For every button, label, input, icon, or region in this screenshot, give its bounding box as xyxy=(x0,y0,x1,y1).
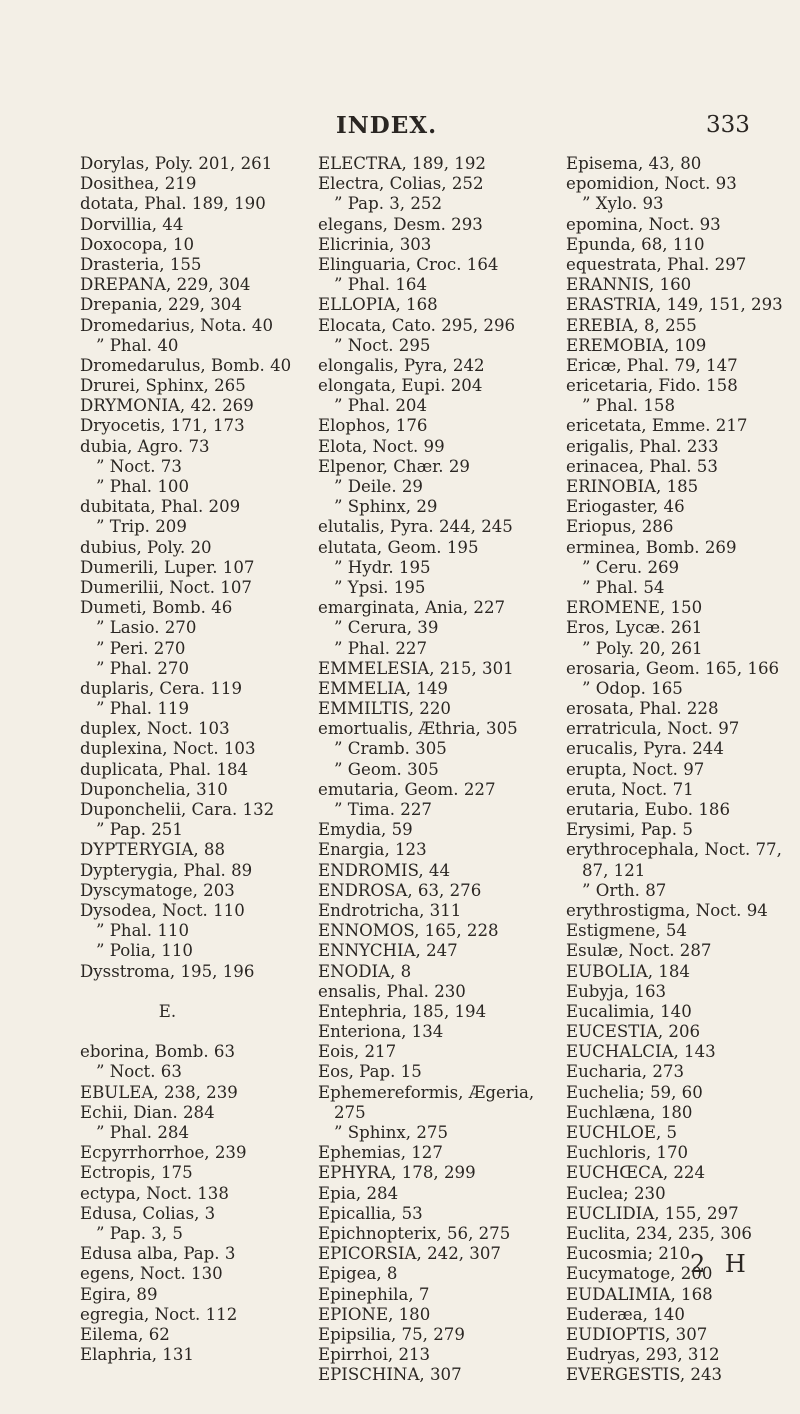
index-entry: Epia, 284 xyxy=(318,1183,399,1203)
index-entry: ” Ypsi. 195 xyxy=(334,577,426,597)
index-entry: ERINOBIA, 185 xyxy=(566,477,699,496)
index-entry: ectypa, Noct. 138 xyxy=(80,1183,229,1203)
index-entry: Dypterygia, Phal. 89 xyxy=(80,860,253,880)
index-entry: emortualis, Æthria, 305 xyxy=(318,719,518,739)
index-entry: Doxocopa, 10 xyxy=(80,234,195,254)
index-entry: duplexina, Noct. 103 xyxy=(80,739,256,759)
index-entry: ” Phal. 284 xyxy=(96,1123,190,1142)
index-column-3 xyxy=(566,154,798,1385)
index-entry: emutaria, Geom. 227 xyxy=(318,779,496,799)
index-entry: erigalis, Phal. 233 xyxy=(566,436,719,456)
index-entry: ERASTRIA, 149, 151, 293 xyxy=(566,295,783,315)
index-entry: ” Pap. 3, 252 xyxy=(334,194,443,214)
index-entry: EUCHALCIA, 143 xyxy=(566,1042,716,1062)
index-entry: Electra, Colias, 252 xyxy=(318,174,484,194)
index-entry: ELECTRA, 189, 192 xyxy=(318,154,486,173)
index-entry: erythrocephala, Noct. 77, xyxy=(566,840,782,860)
index-entry: epomidion, Noct. 93 xyxy=(566,174,737,194)
page-header xyxy=(0,112,800,144)
index-entry: ” Cramb. 305 xyxy=(334,739,447,759)
index-entry: Euchlæna, 180 xyxy=(566,1102,693,1122)
index-entry: Dyscymatoge, 203 xyxy=(80,880,235,900)
index-entry: 275 xyxy=(334,1102,366,1122)
index-entry: EUDIOPTIS, 307 xyxy=(566,1324,708,1344)
index-entry: Eucymatoge, 200 xyxy=(566,1264,713,1284)
index-entry: Elota, Noct. 99 xyxy=(318,436,445,456)
index-entry: Dumerilii, Noct. 107 xyxy=(80,577,252,597)
index-entry: dubius, Poly. 20 xyxy=(80,537,212,557)
index-entry: ” Phal. 204 xyxy=(334,396,428,416)
index-entry: erosaria, Geom. 165, 166 xyxy=(566,658,780,678)
index-entry: EBULEA, 238, 239 xyxy=(80,1082,238,1102)
index-entry: Elocata, Cato. 295, 296 xyxy=(318,315,516,335)
index-entry: ” Phal. 110 xyxy=(96,921,190,941)
index-entry: Ephemereformis, Ægeria, xyxy=(318,1082,535,1102)
index-entry: elegans, Desm. 293 xyxy=(318,214,483,234)
index-entry: erinacea, Phal. 53 xyxy=(566,456,718,476)
index-entry: Ephemias, 127 xyxy=(318,1143,443,1163)
index-entry: Echii, Dian. 284 xyxy=(80,1102,215,1122)
index-entry: ENNOMOS, 165, 228 xyxy=(318,921,499,941)
index-entry: erutaria, Eubo. 186 xyxy=(566,800,731,819)
index-entry: ” Geom. 305 xyxy=(334,759,439,779)
index-entry: EREBIA, 8, 255 xyxy=(566,315,697,335)
index-entry: erratricula, Noct. 97 xyxy=(566,719,740,739)
index-entry: ENDROMIS, 44 xyxy=(318,860,451,880)
index-entry: ” Phal. 270 xyxy=(96,658,190,678)
index-entry: EROMENE, 150 xyxy=(566,598,703,618)
index-entry: EPIONE, 180 xyxy=(318,1304,431,1324)
index-entry: EUCESTIA, 206 xyxy=(566,1022,701,1042)
index-entry: Eucharia, 273 xyxy=(566,1062,685,1082)
index-entry: Ericæ, Phal. 79, 147 xyxy=(566,355,738,375)
index-entry: EPHYRA, 178, 299 xyxy=(318,1163,476,1183)
index-entry: ERANNIS, 160 xyxy=(566,275,692,295)
index-entry: dubia, Agro. 73 xyxy=(80,436,210,456)
index-entry: Eois, 217 xyxy=(318,1042,397,1062)
index-entry: EUCLIDIA, 155, 297 xyxy=(566,1203,739,1223)
index-entry: ” Cerura, 39 xyxy=(334,618,439,638)
index-entry: Drurei, Sphinx, 265 xyxy=(80,376,246,396)
index-entry: Drasteria, 155 xyxy=(80,254,202,274)
index-entry: Elaphria, 131 xyxy=(80,1345,194,1365)
index-entry: ” Peri. 270 xyxy=(96,638,186,658)
index-entry: Dromedarius, Nota. 40 xyxy=(80,315,274,335)
index-entry: Edusa, Colias, 3 xyxy=(80,1203,216,1223)
index-column-2 xyxy=(318,154,550,1385)
index-entry: EMMELIA, 149 xyxy=(318,678,448,698)
index-entry: 87, 121 xyxy=(582,860,646,880)
index-entry: Eucosmia; 210 xyxy=(566,1244,691,1264)
index-entry: Esulæ, Noct. 287 xyxy=(566,941,712,961)
index-entry: erythrostigma, Noct. 94 xyxy=(566,900,768,920)
index-entry: ” Odop. 165 xyxy=(582,678,683,698)
index-entry: Ectropis, 175 xyxy=(80,1163,193,1183)
index-entry: dubitata, Phal. 209 xyxy=(80,497,241,517)
index-entry: DRYMONIA, 42. 269 xyxy=(80,396,254,416)
index-entry: ” Pap. 3, 5 xyxy=(96,1223,183,1243)
index-entry: ” Noct. 295 xyxy=(334,335,431,355)
spacer xyxy=(80,982,295,1002)
index-entry: Endrotricha, 311 xyxy=(318,900,462,920)
index-entry: ” Sphinx, 275 xyxy=(334,1123,449,1142)
index-entry: epomina, Noct. 93 xyxy=(566,214,721,234)
index-entry: Entephria, 185, 194 xyxy=(318,1001,487,1021)
index-entry: Eilema, 62 xyxy=(80,1324,170,1344)
index-entry: Epirrhoi, 213 xyxy=(318,1345,431,1365)
index-entry: ” Orth. 87 xyxy=(582,880,667,900)
index-entry: EUCHŒCA, 224 xyxy=(566,1163,706,1183)
index-entry: egens, Noct. 130 xyxy=(80,1264,223,1284)
index-entry: EREMOBIA, 109 xyxy=(566,335,707,355)
index-entry: Dryocetis, 171, 173 xyxy=(80,416,245,436)
index-entry: EMMELESIA, 215, 301 xyxy=(318,658,514,678)
index-entry: Dorvillia, 44 xyxy=(80,214,184,234)
index-entry: DREPANA, 229, 304 xyxy=(80,275,251,295)
index-entry: ” Hydr. 195 xyxy=(334,557,431,577)
index-entry: Eubyja, 163 xyxy=(566,981,667,1001)
index-entry: EUCHLOE, 5 xyxy=(566,1123,678,1142)
index-entry: Eos, Pap. 15 xyxy=(318,1062,422,1082)
index-entry: Euchelia; 59, 60 xyxy=(566,1082,703,1102)
index-entry: Euclea; 230 xyxy=(566,1183,666,1203)
index-entry: ericetaria, Fido. 158 xyxy=(566,376,738,396)
index-entry: Euchloris, 170 xyxy=(566,1143,689,1163)
index-entry: duplicata, Phal. 184 xyxy=(80,759,249,779)
index-entry: EVERGESTIS, 243 xyxy=(566,1365,723,1385)
index-entry: ” Polia, 110 xyxy=(96,941,193,961)
index-entry: ensalis, Phal. 230 xyxy=(318,981,466,1001)
index-entry: duplaris, Cera. 119 xyxy=(80,678,242,698)
index-entry: duplex, Noct. 103 xyxy=(80,719,230,739)
index-entry: Euderæa, 140 xyxy=(566,1304,685,1324)
index-entry: ENODIA, 8 xyxy=(318,961,412,981)
index-entry: Elicrinia, 303 xyxy=(318,234,432,254)
index-entry: dotata, Phal. 189, 190 xyxy=(80,194,266,214)
index-entry: Emydia, 59 xyxy=(318,820,413,840)
index-entry: Duponchelia, 310 xyxy=(80,779,228,799)
index-entry: Dosithea, 219 xyxy=(80,174,197,194)
index-entry: ” Trip. 209 xyxy=(96,517,187,537)
index-entry: Elinguaria, Croc. 164 xyxy=(318,254,499,274)
index-entry: Dysodea, Noct. 110 xyxy=(80,900,245,920)
index-entry: EPICORSIA, 242, 307 xyxy=(318,1244,501,1264)
index-entry: elongata, Eupi. 204 xyxy=(318,376,483,396)
index-entry: erosata, Phal. 228 xyxy=(566,699,719,719)
index-entry: ” Pap. 251 xyxy=(96,820,183,840)
index-entry: Dumeti, Bomb. 46 xyxy=(80,598,233,618)
index-entry: Epicallia, 53 xyxy=(318,1203,423,1223)
index-entry: Epinephila, 7 xyxy=(318,1284,430,1304)
index-entry: EMMILTIS, 220 xyxy=(318,699,451,719)
index-entry: ” Phal. 100 xyxy=(96,477,190,496)
index-entry: ericetata, Emme. 217 xyxy=(566,416,748,436)
index-entry: EUBOLIA, 184 xyxy=(566,961,690,981)
index-entry: ” Phal. 227 xyxy=(334,638,428,658)
index-entry: Euclita, 234, 235, 306 xyxy=(566,1223,752,1243)
index-entry: Epichnopterix, 56, 275 xyxy=(318,1223,511,1243)
index-entry: ENNYCHIA, 247 xyxy=(318,941,458,961)
index-entry: Eudryas, 293, 312 xyxy=(566,1345,720,1365)
index-entry: elutata, Geom. 195 xyxy=(318,537,479,557)
index-entry: ” Tima. 227 xyxy=(334,800,432,819)
index-entry: Dumerili, Luper. 107 xyxy=(80,557,255,577)
page-number: 333 xyxy=(706,112,750,138)
index-entry: ELLOPIA, 168 xyxy=(318,295,438,315)
index-entry: Erysimi, Pap. 5 xyxy=(566,820,693,840)
index-entry: DYPTERYGIA, 88 xyxy=(80,840,226,860)
index-entry: Dromedarulus, Bomb. 40 xyxy=(80,355,292,375)
index-entry: Eucalimia, 140 xyxy=(566,1001,692,1021)
index-column-1 xyxy=(80,154,295,1365)
index-entry: Ecpyrrhorrhoe, 239 xyxy=(80,1143,247,1163)
index-entry: Drepania, 229, 304 xyxy=(80,295,242,315)
index-entry: ENDROSA, 63, 276 xyxy=(318,880,482,900)
index-entry: ” Ceru. 269 xyxy=(582,557,680,577)
index-entry: ” Phal. 119 xyxy=(96,699,190,719)
index-entry: Enteriona, 134 xyxy=(318,1022,444,1042)
index-entry: ” Xylo. 93 xyxy=(582,194,664,214)
index-entry: ” Sphinx, 29 xyxy=(334,497,438,517)
index-entry: emarginata, Ania, 227 xyxy=(318,598,506,618)
index-entry: EPISCHINA, 307 xyxy=(318,1365,462,1385)
index-entry: ” Phal. 164 xyxy=(334,275,428,295)
index-entry: Elpenor, Chær. 29 xyxy=(318,456,470,476)
running-title: INDEX. xyxy=(336,112,438,139)
index-entry: Dysstroma, 195, 196 xyxy=(80,961,255,981)
index-entry: ” Poly. 20, 261 xyxy=(582,638,703,658)
index-entry: ” Noct. 73 xyxy=(96,456,182,476)
index-entry: Epunda, 68, 110 xyxy=(566,234,705,254)
index-entry: Duponchelii, Cara. 132 xyxy=(80,800,275,819)
index-entry: elutalis, Pyra. 244, 245 xyxy=(318,517,513,537)
index-entry: ” Deile. 29 xyxy=(334,477,423,496)
index-entry: eborina, Bomb. 63 xyxy=(80,1042,236,1062)
index-entry: erminea, Bomb. 269 xyxy=(566,537,737,557)
index-entry: equestrata, Phal. 297 xyxy=(566,254,747,274)
index-entry: Epipsilia, 75, 279 xyxy=(318,1324,465,1344)
index-entry: Estigmene, 54 xyxy=(566,921,687,941)
index-entry: Episema, 43, 80 xyxy=(566,154,702,173)
index-entry: Eriogaster, 46 xyxy=(566,497,685,517)
index-entry: Dorylas, Poly. 201, 261 xyxy=(80,154,273,173)
index-entry: EUDALIMIA, 168 xyxy=(566,1284,713,1304)
index-entry: egregia, Noct. 112 xyxy=(80,1304,238,1324)
index-entry: elongalis, Pyra, 242 xyxy=(318,355,485,375)
index-entry: erupta, Noct. 97 xyxy=(566,759,705,779)
index-entry: Egira, 89 xyxy=(80,1284,158,1304)
index-entry: ” Lasio. 270 xyxy=(96,618,197,638)
index-entry: erucalis, Pyra. 244 xyxy=(566,739,724,759)
index-entry: ” Noct. 63 xyxy=(96,1062,182,1082)
index-entry: ” Phal. 40 xyxy=(96,335,179,355)
index-entry: Eriopus, 286 xyxy=(566,517,674,537)
index-entry: Eros, Lycæ. 261 xyxy=(566,618,703,638)
index-entry: Epigea, 8 xyxy=(318,1264,398,1284)
signature-mark: 2 H xyxy=(690,1250,752,1278)
index-entry: Elophos, 176 xyxy=(318,416,428,436)
index-entry: Enargia, 123 xyxy=(318,840,427,860)
index-entry: ” Phal. 158 xyxy=(582,396,676,416)
index-entry: eruta, Noct. 71 xyxy=(566,779,694,799)
index-entry: Edusa alba, Pap. 3 xyxy=(80,1244,236,1264)
section-heading: E. xyxy=(158,1001,177,1021)
index-entry: ” Phal. 54 xyxy=(582,577,665,597)
spacer xyxy=(80,1022,295,1042)
